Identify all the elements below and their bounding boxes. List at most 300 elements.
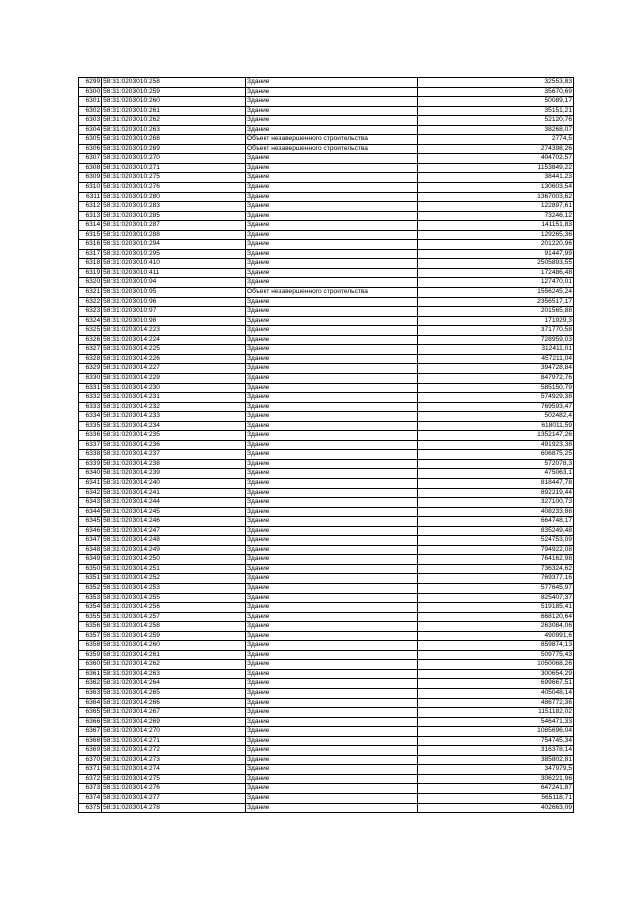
row-number: 6306 bbox=[79, 144, 102, 154]
table-row bbox=[79, 622, 574, 632]
table-row bbox=[79, 746, 574, 756]
table-row bbox=[79, 488, 574, 498]
row-number: 6311 bbox=[79, 192, 102, 202]
row-number: 6373 bbox=[79, 784, 102, 794]
cadastral-number: 58:31:0203014:247 bbox=[102, 526, 246, 536]
table-row bbox=[79, 297, 574, 307]
object-type: Здание bbox=[245, 450, 417, 460]
table-row bbox=[79, 603, 574, 613]
cadastral-value: 572078,3 bbox=[418, 459, 574, 469]
table-row bbox=[79, 402, 574, 412]
table-row bbox=[79, 679, 574, 689]
table-row bbox=[79, 278, 574, 288]
cadastral-number: 58:31:0203010:275 bbox=[102, 173, 246, 183]
cadastral-value: 509775,43 bbox=[418, 650, 574, 660]
cadastral-value: 664748,17 bbox=[418, 517, 574, 527]
row-number: 6350 bbox=[79, 564, 102, 574]
table-row bbox=[79, 192, 574, 202]
object-type: Здание bbox=[245, 545, 417, 555]
row-number: 6362 bbox=[79, 679, 102, 689]
row-number: 6302 bbox=[79, 106, 102, 116]
cadastral-value: 201565,88 bbox=[418, 307, 574, 317]
table-row bbox=[79, 755, 574, 765]
row-number: 6353 bbox=[79, 593, 102, 603]
row-number: 6375 bbox=[79, 803, 102, 813]
object-type: Объект незавершенного строительства bbox=[245, 144, 417, 154]
row-number: 6300 bbox=[79, 87, 102, 97]
table-row bbox=[79, 259, 574, 269]
table-row bbox=[79, 689, 574, 699]
row-number: 6346 bbox=[79, 526, 102, 536]
cadastral-number: 58:31:0203014:261 bbox=[102, 650, 246, 660]
cadastral-value: 38441,23 bbox=[418, 173, 574, 183]
object-type: Здание bbox=[245, 240, 417, 250]
object-type: Здание bbox=[245, 163, 417, 173]
table-row bbox=[79, 774, 574, 784]
cadastral-value: 91447,99 bbox=[418, 249, 574, 259]
cadastral-value: 668120,64 bbox=[418, 612, 574, 622]
cadastral-number: 58:31:0203014:272 bbox=[102, 746, 246, 756]
object-type: Здание bbox=[245, 335, 417, 345]
row-number: 6336 bbox=[79, 431, 102, 441]
cadastral-value: 1367003,62 bbox=[418, 192, 574, 202]
cadastral-value: 490991,6 bbox=[418, 631, 574, 641]
cadastral-value: 524753,09 bbox=[418, 536, 574, 546]
object-type: Объект незавершенного строительства bbox=[245, 135, 417, 145]
row-number: 6366 bbox=[79, 717, 102, 727]
cadastral-value: 764162,98 bbox=[418, 555, 574, 565]
table-row bbox=[79, 230, 574, 240]
cadastral-number: 58:31:0203014:257 bbox=[102, 612, 246, 622]
object-type: Здание bbox=[245, 641, 417, 651]
table-row bbox=[79, 335, 574, 345]
object-type: Здание bbox=[245, 698, 417, 708]
cadastral-number: 58:31:0203010:271 bbox=[102, 163, 246, 173]
table-row bbox=[79, 173, 574, 183]
row-number: 6317 bbox=[79, 249, 102, 259]
cadastral-value: 769593,47 bbox=[418, 402, 574, 412]
cadastral-value: 491923,38 bbox=[418, 440, 574, 450]
table-row bbox=[79, 459, 574, 469]
object-type: Здание bbox=[245, 717, 417, 727]
cadastral-number: 58:31:0203010:260 bbox=[102, 97, 246, 107]
table-body bbox=[79, 78, 574, 813]
row-number: 6352 bbox=[79, 583, 102, 593]
table-row bbox=[79, 87, 574, 97]
row-number: 6343 bbox=[79, 498, 102, 508]
row-number: 6332 bbox=[79, 393, 102, 403]
row-number: 6325 bbox=[79, 326, 102, 336]
cadastral-value: 171929,3 bbox=[418, 316, 574, 326]
cadastral-value: 769377,16 bbox=[418, 574, 574, 584]
cadastral-value: 274398,26 bbox=[418, 144, 574, 154]
table-row bbox=[79, 364, 574, 374]
table-row bbox=[79, 450, 574, 460]
object-type: Здание bbox=[245, 536, 417, 546]
cadastral-value: 1085696,04 bbox=[418, 727, 574, 737]
table-row bbox=[79, 154, 574, 164]
table-row bbox=[79, 583, 574, 593]
object-type: Здание bbox=[245, 593, 417, 603]
row-number: 6368 bbox=[79, 736, 102, 746]
table-row bbox=[79, 412, 574, 422]
object-type: Здание bbox=[245, 650, 417, 660]
object-type: Здание bbox=[245, 669, 417, 679]
row-number: 6347 bbox=[79, 536, 102, 546]
cadastral-number: 58:31:0203014:267 bbox=[102, 708, 246, 718]
row-number: 6319 bbox=[79, 268, 102, 278]
cadastral-value: 306221,96 bbox=[418, 774, 574, 784]
cadastral-value: 606875,25 bbox=[418, 450, 574, 460]
row-number: 6318 bbox=[79, 259, 102, 269]
object-type: Здание bbox=[245, 87, 417, 97]
cadastral-value: 394728,84 bbox=[418, 364, 574, 374]
object-type: Здание bbox=[245, 478, 417, 488]
row-number: 6345 bbox=[79, 517, 102, 527]
cadastral-number: 58:31:0203014:231 bbox=[102, 393, 246, 403]
table-row bbox=[79, 202, 574, 212]
table-row bbox=[79, 431, 574, 441]
row-number: 6363 bbox=[79, 689, 102, 699]
cadastral-number: 58:31:0203014:234 bbox=[102, 421, 246, 431]
cadastral-number: 58:31:0203014:264 bbox=[102, 679, 246, 689]
cadastral-number: 58:31:0203010:280 bbox=[102, 192, 246, 202]
cadastral-value: 565118,71 bbox=[418, 794, 574, 804]
row-number: 6308 bbox=[79, 163, 102, 173]
cadastral-value: 486772,36 bbox=[418, 698, 574, 708]
cadastral-number: 58:31:0203014:263 bbox=[102, 669, 246, 679]
cadastral-value: 818447,78 bbox=[418, 478, 574, 488]
cadastral-value: 847972,76 bbox=[418, 373, 574, 383]
table-row bbox=[79, 354, 574, 364]
object-type: Здание bbox=[245, 183, 417, 193]
cadastral-number: 58:31:0203014:277 bbox=[102, 794, 246, 804]
table-row bbox=[79, 765, 574, 775]
cadastral-number: 58:31:0203010:269 bbox=[102, 144, 246, 154]
cadastral-value: 73246,12 bbox=[418, 211, 574, 221]
cadastral-number: 58:31:0203014:265 bbox=[102, 689, 246, 699]
table-row bbox=[79, 316, 574, 326]
cadastral-value: 347979,5 bbox=[418, 765, 574, 775]
cadastral-number: 58:31:0203014:244 bbox=[102, 498, 246, 508]
cadastral-number: 58:31:0203014:223 bbox=[102, 326, 246, 336]
object-type: Здание bbox=[245, 393, 417, 403]
cadastral-number: 58:31:0203010:98 bbox=[102, 316, 246, 326]
cadastral-number: 58:31:0203014:226 bbox=[102, 354, 246, 364]
object-type: Здание bbox=[245, 622, 417, 632]
row-number: 6329 bbox=[79, 364, 102, 374]
table-row bbox=[79, 736, 574, 746]
cadastral-value: 327100,73 bbox=[418, 498, 574, 508]
object-type: Здание bbox=[245, 469, 417, 479]
object-type: Здание bbox=[245, 221, 417, 231]
row-number: 6303 bbox=[79, 116, 102, 126]
row-number: 6299 bbox=[79, 78, 102, 88]
table-row bbox=[79, 163, 574, 173]
cadastral-value: 699667,51 bbox=[418, 679, 574, 689]
cadastral-number: 58:31:0203014:235 bbox=[102, 431, 246, 441]
cadastral-number: 58:31:0203014:266 bbox=[102, 698, 246, 708]
cadastral-value: 835249,48 bbox=[418, 526, 574, 536]
object-type: Здание bbox=[245, 431, 417, 441]
table-row bbox=[79, 478, 574, 488]
row-number: 6372 bbox=[79, 774, 102, 784]
row-number: 6314 bbox=[79, 221, 102, 231]
cadastral-number: 58:31:0203010:285 bbox=[102, 211, 246, 221]
table-row bbox=[79, 717, 574, 727]
object-type: Здание bbox=[245, 517, 417, 527]
cadastral-value: 457211,04 bbox=[418, 354, 574, 364]
cadastral-value: 122897,61 bbox=[418, 202, 574, 212]
cadastral-number: 58:31:0203014:236 bbox=[102, 440, 246, 450]
cadastral-value: 52120,76 bbox=[418, 116, 574, 126]
row-number: 6301 bbox=[79, 97, 102, 107]
cadastral-number: 58:31:0203014:262 bbox=[102, 660, 246, 670]
cadastral-value: 585150,79 bbox=[418, 383, 574, 393]
cadastral-number: 58:31:0203014:232 bbox=[102, 402, 246, 412]
cadastral-number: 58:31:0203014:248 bbox=[102, 536, 246, 546]
table-row bbox=[79, 135, 574, 145]
row-number: 6321 bbox=[79, 288, 102, 298]
table-row bbox=[79, 507, 574, 517]
row-number: 6330 bbox=[79, 373, 102, 383]
cadastral-number: 58:31:0203014:229 bbox=[102, 373, 246, 383]
row-number: 6360 bbox=[79, 660, 102, 670]
cadastral-value: 475063,1 bbox=[418, 469, 574, 479]
object-type: Здание bbox=[245, 249, 417, 259]
cadastral-number: 58:31:0203014:275 bbox=[102, 774, 246, 784]
row-number: 6349 bbox=[79, 555, 102, 565]
object-type: Здание bbox=[245, 97, 417, 107]
object-type: Здание bbox=[245, 498, 417, 508]
row-number: 6355 bbox=[79, 612, 102, 622]
table-row bbox=[79, 698, 574, 708]
cadastral-value: 1151182,02 bbox=[418, 708, 574, 718]
row-number: 6338 bbox=[79, 450, 102, 460]
cadastral-value: 546471,33 bbox=[418, 717, 574, 727]
cadastral-number: 58:31:0203010:270 bbox=[102, 154, 246, 164]
cadastral-number: 58:31:0203014:271 bbox=[102, 736, 246, 746]
row-number: 6367 bbox=[79, 727, 102, 737]
cadastral-number: 58:31:0203014:251 bbox=[102, 564, 246, 574]
row-number: 6315 bbox=[79, 230, 102, 240]
object-type: Здание bbox=[245, 345, 417, 355]
cadastral-number: 58:31:0203014:250 bbox=[102, 555, 246, 565]
table-row bbox=[79, 393, 574, 403]
table-row bbox=[79, 526, 574, 536]
table-row bbox=[79, 249, 574, 259]
row-number: 6307 bbox=[79, 154, 102, 164]
row-number: 6359 bbox=[79, 650, 102, 660]
row-number: 6348 bbox=[79, 545, 102, 555]
object-type: Здание bbox=[245, 708, 417, 718]
cadastral-number: 58:31:0203014:256 bbox=[102, 603, 246, 613]
cadastral-number: 58:31:0203010:287 bbox=[102, 221, 246, 231]
cadastral-value: 892219,44 bbox=[418, 488, 574, 498]
cadastral-value: 647241,87 bbox=[418, 784, 574, 794]
object-type: Здание bbox=[245, 727, 417, 737]
object-type: Здание bbox=[245, 603, 417, 613]
cadastral-number: 58:31:0203010:276 bbox=[102, 183, 246, 193]
table-row bbox=[79, 268, 574, 278]
row-number: 6309 bbox=[79, 173, 102, 183]
row-number: 6324 bbox=[79, 316, 102, 326]
row-number: 6312 bbox=[79, 202, 102, 212]
table-row bbox=[79, 211, 574, 221]
object-type: Здание bbox=[245, 794, 417, 804]
object-type: Здание bbox=[245, 173, 417, 183]
table-row bbox=[79, 574, 574, 584]
object-type: Здание bbox=[245, 326, 417, 336]
table-row bbox=[79, 593, 574, 603]
cadastral-number: 58:31:0203014:233 bbox=[102, 412, 246, 422]
cadastral-value: 127470,01 bbox=[418, 278, 574, 288]
object-type: Здание bbox=[245, 78, 417, 88]
cadastral-number: 58:31:0203014:278 bbox=[102, 803, 246, 813]
table-row bbox=[79, 125, 574, 135]
object-type: Здание bbox=[245, 689, 417, 699]
cadastral-value: 1556245,24 bbox=[418, 288, 574, 298]
row-number: 6326 bbox=[79, 335, 102, 345]
row-number: 6356 bbox=[79, 622, 102, 632]
table-row bbox=[79, 106, 574, 116]
table-row bbox=[79, 326, 574, 336]
cadastral-value: 50089,17 bbox=[418, 97, 574, 107]
object-type: Здание bbox=[245, 106, 417, 116]
row-number: 6365 bbox=[79, 708, 102, 718]
table-row bbox=[79, 469, 574, 479]
cadastral-value: 2356517,17 bbox=[418, 297, 574, 307]
table-row bbox=[79, 421, 574, 431]
object-type: Здание bbox=[245, 803, 417, 813]
cadastral-value: 859874,13 bbox=[418, 641, 574, 651]
row-number: 6327 bbox=[79, 345, 102, 355]
cadastral-number: 58:31:0203010:410 bbox=[102, 259, 246, 269]
object-type: Здание bbox=[245, 373, 417, 383]
cadastral-number: 58:31:0203010:94 bbox=[102, 278, 246, 288]
cadastral-number: 58:31:0203014:241 bbox=[102, 488, 246, 498]
object-type: Здание bbox=[245, 564, 417, 574]
object-type: Здание bbox=[245, 488, 417, 498]
cadastral-value: 577645,97 bbox=[418, 583, 574, 593]
cadastral-value: 129265,36 bbox=[418, 230, 574, 240]
table-row bbox=[79, 144, 574, 154]
object-type: Здание bbox=[245, 211, 417, 221]
row-number: 6370 bbox=[79, 755, 102, 765]
row-number: 6374 bbox=[79, 794, 102, 804]
row-number: 6371 bbox=[79, 765, 102, 775]
object-type: Здание bbox=[245, 125, 417, 135]
object-type: Здание bbox=[245, 259, 417, 269]
cadastral-value-table bbox=[78, 77, 574, 813]
cadastral-number: 58:31:0203010:97 bbox=[102, 307, 246, 317]
cadastral-number: 58:31:0203014:273 bbox=[102, 755, 246, 765]
row-number: 6341 bbox=[79, 478, 102, 488]
cadastral-value: 312411,01 bbox=[418, 345, 574, 355]
table-row bbox=[79, 545, 574, 555]
row-number: 6322 bbox=[79, 297, 102, 307]
table-row bbox=[79, 183, 574, 193]
object-type: Здание bbox=[245, 755, 417, 765]
row-number: 6354 bbox=[79, 603, 102, 613]
cadastral-number: 58:31:0203014:259 bbox=[102, 631, 246, 641]
cadastral-value: 1352147,26 bbox=[418, 431, 574, 441]
table-row bbox=[79, 440, 574, 450]
cadastral-number: 58:31:0203014:252 bbox=[102, 574, 246, 584]
table-row bbox=[79, 221, 574, 231]
object-type: Здание bbox=[245, 507, 417, 517]
cadastral-value: 201220,96 bbox=[418, 240, 574, 250]
object-type: Здание bbox=[245, 316, 417, 326]
cadastral-number: 58:31:0203010:263 bbox=[102, 125, 246, 135]
cadastral-value: 32553,83 bbox=[418, 78, 574, 88]
cadastral-number: 58:31:0203014:260 bbox=[102, 641, 246, 651]
row-number: 6316 bbox=[79, 240, 102, 250]
row-number: 6331 bbox=[79, 383, 102, 393]
cadastral-value: 728959,03 bbox=[418, 335, 574, 345]
object-type: Здание bbox=[245, 784, 417, 794]
object-type: Здание bbox=[245, 402, 417, 412]
row-number: 6364 bbox=[79, 698, 102, 708]
object-type: Здание bbox=[245, 679, 417, 689]
row-number: 6351 bbox=[79, 574, 102, 584]
table-row bbox=[79, 555, 574, 565]
cadastral-value: 519185,41 bbox=[418, 603, 574, 613]
table-row bbox=[79, 708, 574, 718]
table-row bbox=[79, 727, 574, 737]
row-number: 6361 bbox=[79, 669, 102, 679]
cadastral-value: 402663,09 bbox=[418, 803, 574, 813]
object-type: Здание bbox=[245, 660, 417, 670]
cadastral-number: 58:31:0203014:230 bbox=[102, 383, 246, 393]
table-row bbox=[79, 116, 574, 126]
table-row bbox=[79, 345, 574, 355]
cadastral-number: 58:31:0203010:259 bbox=[102, 87, 246, 97]
object-type: Здание bbox=[245, 278, 417, 288]
row-number: 6335 bbox=[79, 421, 102, 431]
row-number: 6337 bbox=[79, 440, 102, 450]
cadastral-value: 300654,29 bbox=[418, 669, 574, 679]
object-type: Здание bbox=[245, 574, 417, 584]
table-row bbox=[79, 373, 574, 383]
row-number: 6339 bbox=[79, 459, 102, 469]
object-type: Здание bbox=[245, 230, 417, 240]
cadastral-number: 58:31:0203014:269 bbox=[102, 717, 246, 727]
row-number: 6320 bbox=[79, 278, 102, 288]
object-type: Здание bbox=[245, 459, 417, 469]
cadastral-value: 408233,88 bbox=[418, 507, 574, 517]
cadastral-number: 58:31:0203010:96 bbox=[102, 297, 246, 307]
table-row bbox=[79, 536, 574, 546]
object-type: Здание bbox=[245, 412, 417, 422]
row-number: 6369 bbox=[79, 746, 102, 756]
cadastral-value: 385802,81 bbox=[418, 755, 574, 765]
object-type: Здание bbox=[245, 774, 417, 784]
object-type: Здание bbox=[245, 736, 417, 746]
cadastral-number: 58:31:0203010:95 bbox=[102, 288, 246, 298]
cadastral-value: 141151,83 bbox=[418, 221, 574, 231]
table-row bbox=[79, 307, 574, 317]
cadastral-number: 58:31:0203014:224 bbox=[102, 335, 246, 345]
row-number: 6323 bbox=[79, 307, 102, 317]
cadastral-value: 405048,14 bbox=[418, 689, 574, 699]
cadastral-number: 58:31:0203010:294 bbox=[102, 240, 246, 250]
cadastral-number: 58:31:0203014:274 bbox=[102, 765, 246, 775]
row-number: 6310 bbox=[79, 183, 102, 193]
table-row bbox=[79, 784, 574, 794]
object-type: Здание bbox=[245, 631, 417, 641]
cadastral-number: 58:31:0203014:246 bbox=[102, 517, 246, 527]
